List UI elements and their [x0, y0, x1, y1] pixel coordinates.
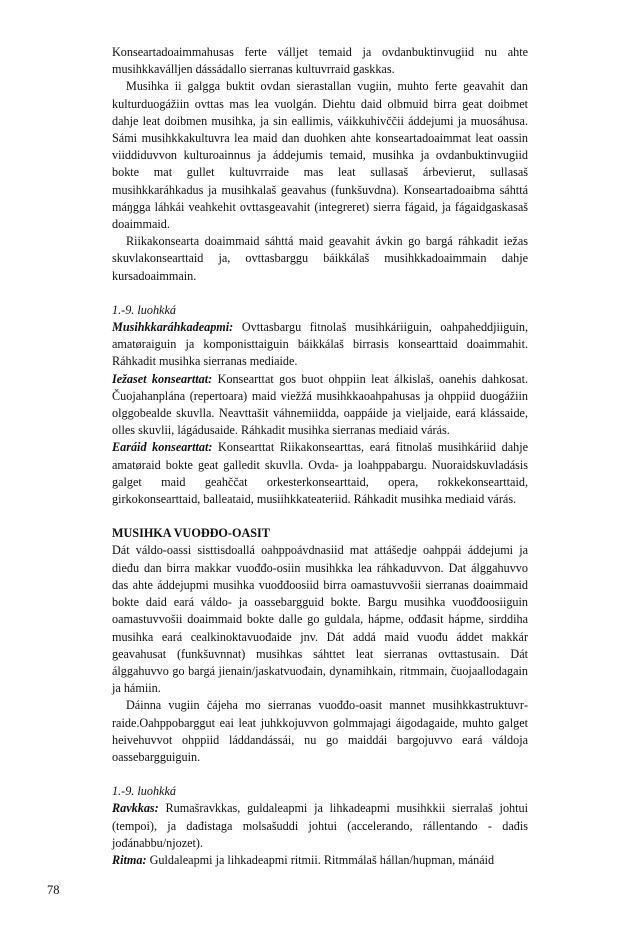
- section-paragraph-2: Dáinna vugiin čájeha mo sierranas vuođđo-oasit mannet musihkkastruktuvrraide.Oahppobarggut eai leat juhkkojuvvon golmmajagi áigodagaide, muhto galget heivehuvvot ohppiid láddandássái, nu go maiddái bargojuvvo eará váldoja oassebargguiguin.: [112, 698, 528, 764]
- item-term: Ritma:: [112, 852, 147, 867]
- item-term: Ravkkas:: [112, 801, 159, 816]
- page-body: [112, 44, 528, 869]
- item-text: Konsearttat gos buot ohppiin leat álkislaš, oanehis dahkosat. Čuojahanplána (repertoara) maid viežžá musihkkaoahpahusas ja ohppiid duogážiin olggobealde skuvlla. Neavttašit váhnemiidda, oappáide ja vieljaide, eará klássaide, olles skuvlii, lágádusaide. Ráhkadit musihka sierranas mediaid várás.: [112, 371, 529, 438]
- grade-heading-2: 1.-9. luohkká: [112, 784, 176, 799]
- item-text: Rumašravkkas, guldaleapmi ja lihkadeapmi musihkkii sierralaš johtui (tempoi), ja dađistaga molsašuddi johtui (accelerando, rállentando - dađis jođánabbu/njozet).: [112, 801, 529, 850]
- section-heading: MUSIHKA VUOĐĐO-OASIT: [112, 526, 270, 541]
- item-term: Earáid konsearttat:: [112, 440, 213, 455]
- page-number: 78: [47, 883, 60, 897]
- item-earaid-konsearttat: [112, 439, 528, 508]
- item-iezaset-konsearttat: [112, 371, 528, 440]
- section-paragraph-1: Dát váldo-oassi sisttisdoallá oahppoávdnasiid mat attášedje oahppái áddejumi ja dieđu dan birra makkar vuođđo-osiin musihkka lea ráhkaduvvon. Dat álggahuvvo das ahte áddejupmi musihka vuođđoosiid birra oamastuvvošii sierranas doaimmaid bokte daid eará váldo- ja oassebargguid bokte. Bargu musihka vuođđoosiiguin oamastuvvošii doaimmaid bokte dalle go guldala, hápme, ođđasit hápme, sirddiha musihka eará cealkinoktavuođaide jnv. Dát addá maid vuođu áddet makkár geavahusat (funkšuvnnat) musihkas sáhttet leat sierranas ovttastusain. Dát álggahuvvo go bargá jienain/jaskatvuođain, dynamihkain, ritmmain, čuojaallodagain ja hámiin.: [112, 543, 528, 696]
- intro-paragraph-3: Riikakonsearta doaimmaid sáhttá maid geavahit ávkin go bargá ráhkadit iežas skuvlakonsearttaid ja, ovttasbarggu báikkálaš musihkkadoaimmain dahje kursadoaimmain.: [112, 234, 528, 283]
- item-text: Guldaleapmi ja lihkadeapmi ritmii. Ritmmálaš hállan/hupman, mánáid: [149, 852, 495, 867]
- item-musihkkarahkadeapmi: [112, 319, 528, 371]
- item-text: Ovttasbargu fitnolaš musihkáriiguin, oahpaheddjiiguin, amatøraiguin ja komponisttaiguin báikkálaš birrasis konsearttaid doaimmahit. Ráhkadit musihka sierranas mediaide.: [112, 320, 528, 369]
- intro-paragraph-2: Musihka ii galgga buktit ovdan sierastallan vugiin, muhto ferte geavahit dan kulturduogážiin ovttas mas lea vuolgán. Diehtu daid olbmuid birra geat doibmet dahje leat doibmen musihka, ja sin eallimis, váikkuhivččii áddejumi ja muosáhusa. Sámi musihkkakultuvra lea maid dan duohken ahte konseartadoaimmat leat oassin viiddiduvvon kulturoainnus ja áddejumis temaid, musihka ja ovdanbuktinvugiid bokte mat gullet kultuvrraide mas leat sullasaš árbevierut, sullasaš musihkkaráhkadus ja musihkalaš geavahus (funkšuvdna). Konseartadoaibma sáhttá máŋgga láhkái veahkehit ovttasgeavahit (integreret) sierra fágaid, ja fágaidgaskasaš doaimmaid.: [112, 79, 528, 232]
- intro-paragraph-1: Konseartadoaimmahusas ferte válljet temaid ja ovdanbuktinvugiid nu ahte musihkkaválljen dássádallo sierranas kultuvrraid gaskkas.: [112, 45, 528, 77]
- item-term: Iežaset konsearttat:: [112, 371, 213, 386]
- item-term: Musihkkaráhkadeapmi:: [112, 320, 234, 335]
- grade-heading-1: 1.-9. luohkká: [112, 302, 176, 317]
- item-text: Konsearttat Riikakonsearttas, eará fitnolaš musihkáriid dahje amatøraid bokte geat galledit skuvlla. Ovda- ja loahppabargu. Nuoraidskuvladásis galget maid geahččat orkesterkonsearttaid, opera, rokkekonsearttaid, girkokonsearttaid, balleataid, musiihkkateateriid. Ráhkadit musihka mediaid várás.: [112, 440, 528, 507]
- item-ritma: [112, 852, 528, 869]
- item-ravkkas: [112, 800, 528, 852]
